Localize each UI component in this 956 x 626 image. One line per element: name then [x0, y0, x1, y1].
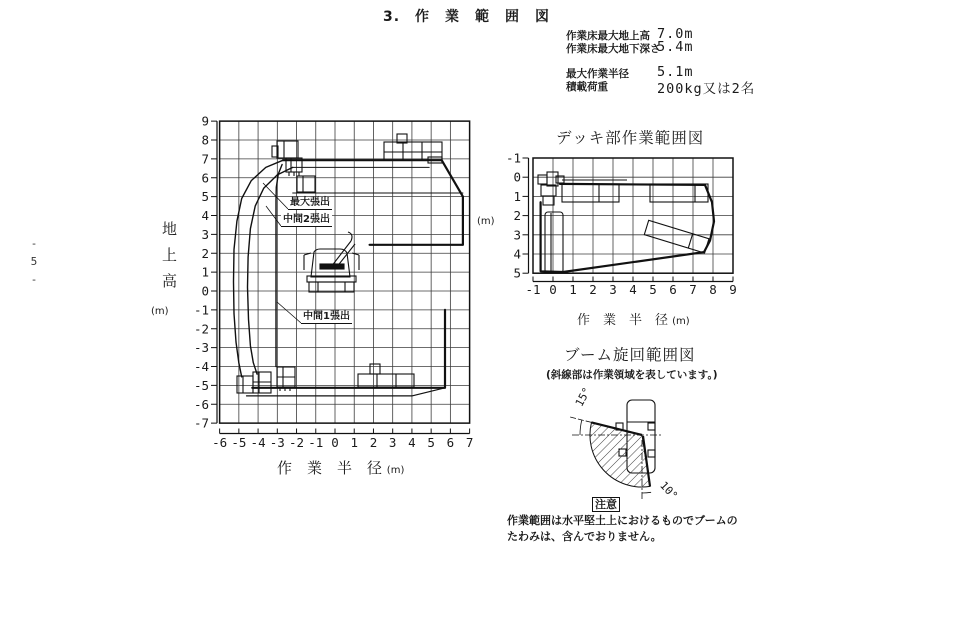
svg-text:4: 4	[408, 435, 416, 450]
svg-text:-6: -6	[212, 435, 228, 450]
spec-value-max-radius: 5.1m	[657, 64, 694, 80]
main-chart-y-axis-label: 地上高	[160, 221, 178, 299]
range-series-7	[247, 388, 446, 396]
caution-badge: 注意	[592, 497, 620, 512]
spec-value-max-depth: 5.4m	[657, 39, 694, 55]
svg-text:-2: -2	[193, 321, 209, 337]
svg-text:-3: -3	[193, 340, 209, 356]
svg-text:6: 6	[446, 435, 455, 450]
boom-diagram-subtitle: (斜線部は作業領域を表しています。)	[546, 369, 718, 381]
svg-text:5: 5	[513, 265, 521, 281]
svg-text:7: 7	[465, 435, 474, 450]
svg-text:-7: -7	[193, 415, 209, 431]
svg-text:2: 2	[201, 245, 209, 261]
svg-text:-3: -3	[269, 435, 285, 450]
svg-text:1: 1	[569, 282, 577, 297]
svg-text:6: 6	[201, 170, 209, 186]
svg-text:0: 0	[549, 282, 557, 297]
working-area-hatch	[590, 422, 650, 487]
svg-text:-5: -5	[193, 377, 209, 393]
curve-label-mid1-extension: 中間1張出	[303, 311, 350, 322]
angle-label-left: 15°	[572, 385, 594, 409]
spec-value-load: 200kg又は2名	[657, 81, 756, 97]
truck-illustration	[304, 232, 359, 292]
svg-text:9: 9	[729, 282, 737, 297]
svg-text:-5: -5	[231, 435, 247, 450]
boom-diagram-title: ブーム旋回範囲図	[564, 346, 696, 364]
svg-text:5: 5	[427, 435, 435, 450]
svg-text:7: 7	[201, 151, 209, 167]
svg-text:-1: -1	[308, 435, 324, 450]
main-chart-y-axis-unit: (m)	[151, 306, 169, 317]
svg-text:-1: -1	[193, 302, 209, 318]
svg-text:6: 6	[669, 282, 677, 297]
range-series-中間2張出	[248, 167, 293, 374]
svg-text:0: 0	[513, 169, 521, 185]
curve-label-max-extension: 最大張出	[290, 197, 330, 208]
svg-text:1: 1	[201, 264, 209, 280]
spec-value-max-height: 7.0m	[657, 26, 694, 42]
x-axis-label-text: 作 業 半 径	[577, 313, 669, 328]
deck-chart-x-axis-label	[577, 309, 690, 328]
platform-illustration-top-left	[272, 141, 315, 192]
svg-text:-4: -4	[193, 359, 209, 374]
spec-label-max-height: 作業床最大地上高	[566, 30, 650, 42]
svg-text:8: 8	[709, 282, 717, 297]
boom-swing-diagram	[570, 385, 680, 502]
svg-text:-4: -4	[250, 435, 266, 450]
spec-label-load: 積載荷重	[566, 81, 608, 93]
svg-text:8: 8	[201, 132, 209, 148]
svg-text:5: 5	[201, 189, 209, 205]
x-axis-label-text: 作 業 半 径	[277, 459, 383, 477]
svg-text:5: 5	[649, 282, 657, 297]
x-axis-unit-text: (m)	[672, 316, 690, 327]
svg-text:3: 3	[388, 435, 397, 450]
note-line-1: 作業範囲は水平堅土上におけるものでブームの	[507, 514, 738, 527]
spec-label-max-radius: 最大作業半径	[566, 68, 629, 80]
page-number: -5-	[28, 238, 40, 292]
svg-text:-6: -6	[193, 396, 209, 412]
deck-chart-y-axis-unit: (m)	[477, 216, 495, 227]
svg-text:1: 1	[350, 435, 358, 450]
deck-range-chart	[506, 151, 737, 298]
svg-text:4: 4	[629, 282, 637, 297]
deck-chart-title: デッキ部作業範囲図	[556, 129, 705, 147]
page-title: 3. 作 業 範 囲 図	[383, 9, 551, 25]
svg-text:3: 3	[609, 282, 617, 297]
svg-text:1: 1	[513, 188, 521, 204]
range-series-デッキ部作業範囲	[541, 184, 714, 272]
svg-text:2: 2	[369, 435, 378, 450]
svg-text:-2: -2	[289, 435, 305, 450]
main-chart-x-axis-label	[277, 457, 404, 478]
platform-illustration-bottom-right	[358, 364, 414, 387]
svg-text:-1: -1	[525, 282, 541, 297]
x-axis-unit-text: (m)	[386, 465, 405, 476]
deck-illustrations	[538, 172, 709, 273]
curve-label-mid2-extension: 中間2張出	[283, 214, 330, 225]
platform-illustration-bottom-left	[237, 367, 295, 393]
svg-text:3: 3	[513, 227, 521, 243]
svg-text:2: 2	[589, 282, 597, 297]
note-line-2: たわみは、含んでおりません。	[507, 530, 662, 543]
svg-text:2: 2	[513, 208, 521, 224]
svg-text:4: 4	[513, 246, 521, 262]
spec-label-max-depth: 作業床最大地下深さ	[566, 43, 661, 55]
svg-text:0: 0	[201, 283, 209, 299]
svg-text:4: 4	[201, 208, 209, 223]
svg-text:9: 9	[201, 113, 209, 129]
svg-text:-1: -1	[505, 150, 521, 166]
angle-label-bottom: 10°	[657, 478, 681, 503]
svg-text:3: 3	[201, 226, 209, 242]
svg-text:7: 7	[689, 282, 697, 297]
svg-text:0: 0	[331, 435, 339, 450]
